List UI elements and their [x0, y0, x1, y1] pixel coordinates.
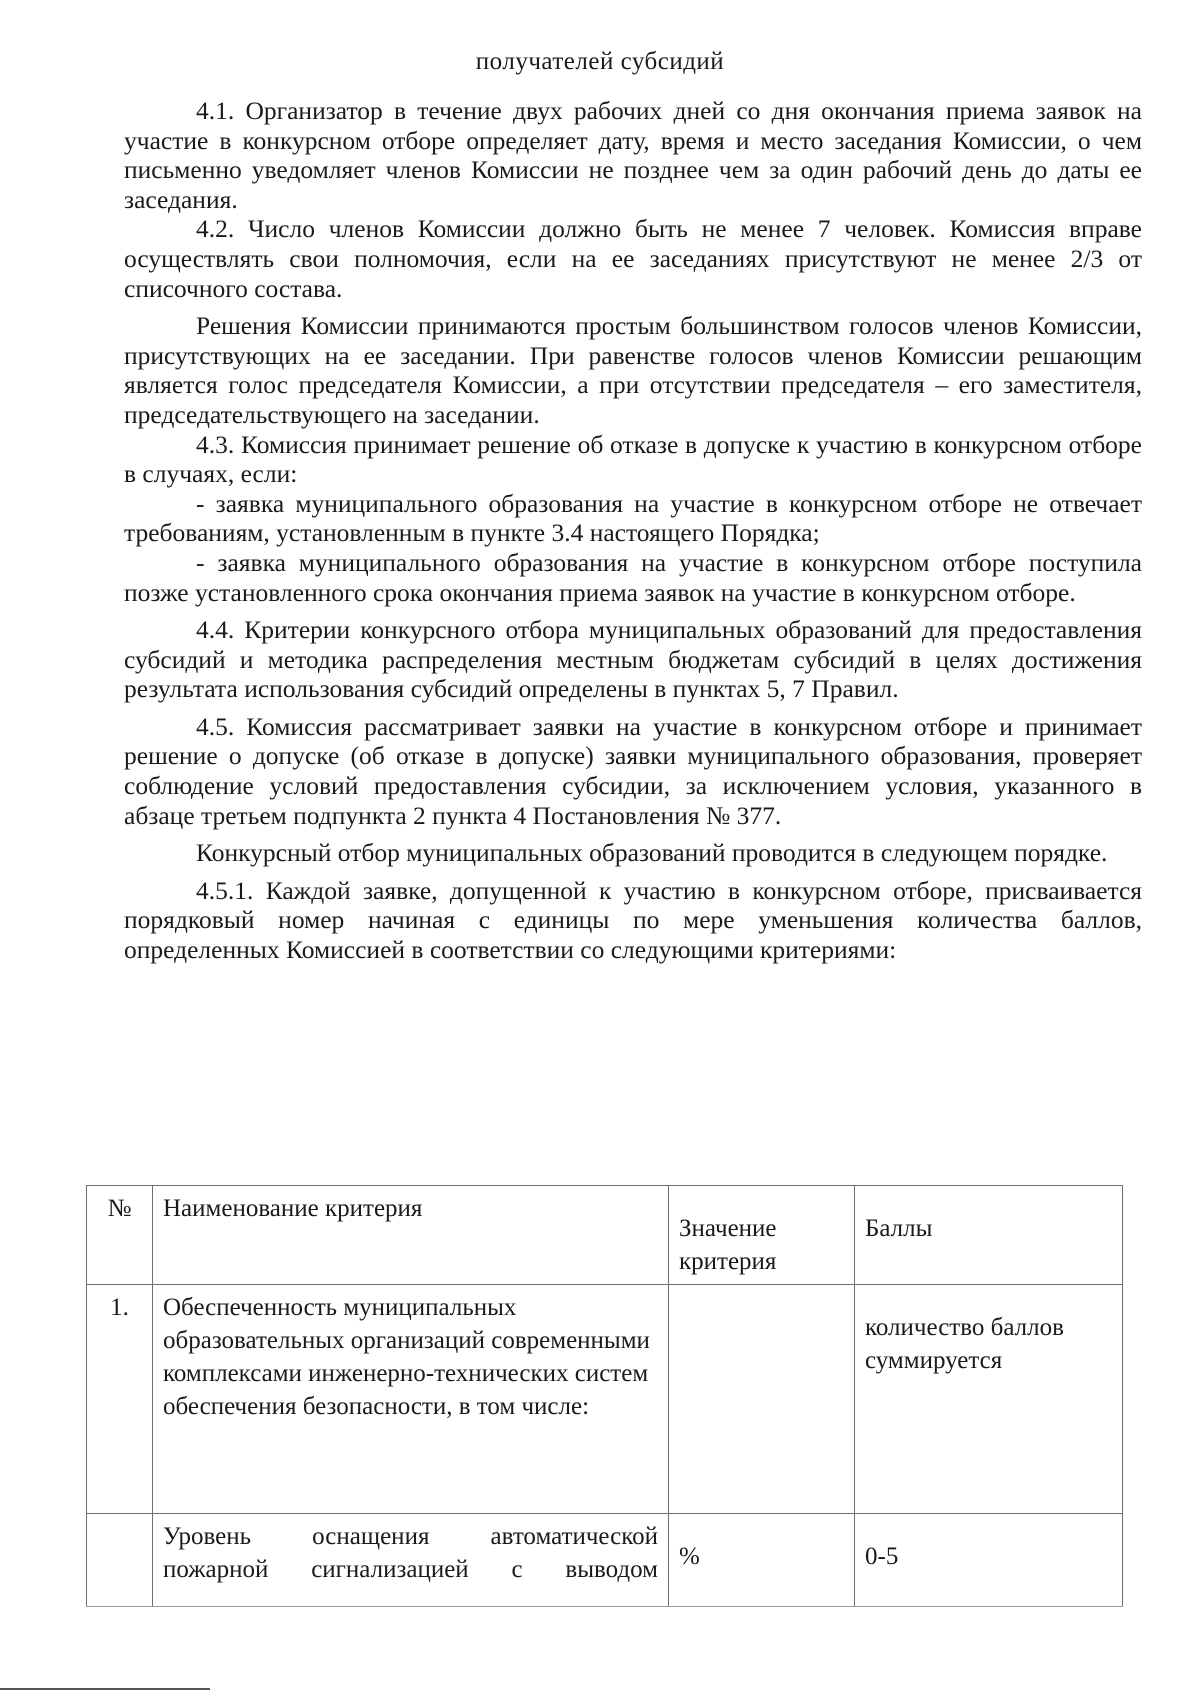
row-criterion-name: Обеспеченность муниципальных образовательных организаций современными комплексами инженерно-технических систем обеспечения безопасности, в том числе:: [153, 1285, 669, 1514]
paragraph-4-3: 4.3. Комиссия принимает решение об отказе в допуске к участию в конкурсном отборе в случаях, если:: [124, 429, 1142, 489]
table-header-row: [87, 1186, 1123, 1285]
table-row: [87, 1514, 1123, 1607]
paragraph-4-5-1: 4.5.1. Каждой заявке, допущенной к участию в конкурсном отборе, присваивается порядковый номер начиная с единицы по мере уменьшения количества баллов, определенных Комиссией в соответствии со следующими критериями:: [124, 875, 1142, 965]
paragraph-procedure: Конкурсный отбор муниципальных образований проводится в следующем порядке.: [196, 838, 1108, 868]
row-criterion-points: 0-5: [855, 1514, 1123, 1607]
column-header-num: №: [87, 1186, 153, 1285]
paragraph-4-4: 4.4. Критерии конкурсного отбора муниципальных образований для предоставления субсидий и методика распределения местным бюджетам субсидий в целях достижения результата использования субсидий определены в пунктах 5, 7 Правил.: [124, 615, 1142, 704]
row-criterion-name: Уровень оснащения автоматической пожарной сигнализацией с выводом: [153, 1514, 669, 1607]
row-num: 1.: [87, 1285, 153, 1514]
paragraph-4-1: 4.1. Организатор в течение двух рабочих дней со дня окончания приема заявок на участие в конкурсном отборе определяет дату, время и место заседания Комиссии, о чем письменно уведомляет членов Комиссии не позднее чем за один рабочий день до даты ее заседания.: [124, 96, 1142, 214]
list-item-late-submission: - заявка муниципального образования на участие в конкурсном отборе поступила позже установленного срока окончания приема заявок на участие в конкурсном отборе.: [124, 547, 1142, 607]
row-criterion-points: количество баллов суммируется: [855, 1285, 1123, 1514]
column-header-value: Значение критерия: [669, 1186, 855, 1285]
paragraph-4-2: 4.2. Число членов Комиссии должно быть не менее 7 человек. Комиссия вправе осуществлять свои полномочия, если на ее заседаниях присутствуют не менее 2/3 от списочного состава.: [124, 214, 1142, 303]
list-item-requirements: - заявка муниципального образования на участие в конкурсном отборе не отвечает требованиям, установленным в пункте 3.4 настоящего Порядка;: [124, 488, 1142, 548]
row-criterion-value: %: [669, 1514, 855, 1607]
document-body: [124, 96, 1142, 965]
row-criterion-value: [669, 1285, 855, 1514]
row-num: [87, 1514, 153, 1607]
criteria-table: [86, 1185, 1123, 1607]
page-header: получателей субсидий: [475, 48, 725, 75]
paragraph-decisions: Решения Комиссии принимаются простым большинством голосов членов Комиссии, присутствующих на ее заседании. При равенстве голосов членов Комиссии решающим является голос председателя Комиссии, а при отсутствии председателя – его заместителя, председательствующего на заседании.: [124, 311, 1142, 429]
column-header-name: Наименование критерия: [153, 1186, 669, 1285]
paragraph-4-5: 4.5. Комиссия рассматривает заявки на участие в конкурсном отборе и принимает решение о допуске (об отказе в допуске) заявки муниципального образования, проверяет соблюдение условий предоставления субсидии, за исключением условия, указанного в абзаце третьем подпункта 2 пункта 4 Постановления № 377.: [124, 711, 1142, 830]
footnote-divider: [0, 1688, 210, 1690]
table-row: [87, 1285, 1123, 1514]
column-header-points: Баллы: [855, 1186, 1123, 1285]
